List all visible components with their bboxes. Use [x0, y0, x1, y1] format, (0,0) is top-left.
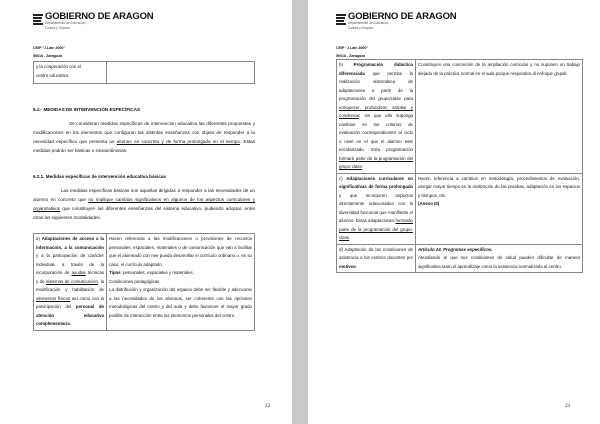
logo-subtitle-2: Cultura y Deporte — [45, 25, 70, 30]
continued-cell: y la cooperación con el centro educativo. — [34, 62, 107, 84]
logo-title: GOBIERNO DE ARAGON — [348, 11, 457, 22]
measure-b-description-cell: Constituyen una concreción de la ampliación curricular y no suponen un trabajo alejado de la práctica normal en el aula porque responden al enfoque grupal. — [416, 60, 583, 174]
subsection-heading: 6.2.1. Medidas específicas de intervención educativa básicas — [33, 174, 167, 179]
school-header-line1: CEIP "J.Lain 2000" — [33, 46, 66, 50]
measure-c-label-cell: c) Adaptaciones curriculares no significativas de forma prolongada y que incorporen aspectos directamente relacionados con la diversidad funcional que manifieste el alumno. Estas adaptaciones formarán parte de la programación del grupo-clase. — [337, 173, 416, 244]
aragon-emblem-icon — [336, 13, 346, 26]
measures-table — [33, 233, 255, 331]
measure-b-label-cell: b) Programación didáctica diferenciada que permita la realización sistemática de adaptaciones a partir de la programación del grupo/clase para enriquecer, profundizar, ampliar y condensar, sin que ello suponga cambios en los criterios de evaluación correspondientes al ciclo o nivel en el que el alumno esté escolarizado. Esta programación formará parte de la programación del grupo-clase. — [337, 60, 416, 174]
school-header-line2: 50018 - Zaragoza — [33, 54, 62, 58]
document-page-left — [0, 0, 292, 424]
continued-table — [33, 61, 255, 84]
aragon-emblem-icon — [33, 13, 43, 26]
logo-title: GOBIERNO DE ARAGON — [45, 11, 154, 22]
measure-description-cell: Hacen referencia a las modificaciones o provisiones de recursos personales, espaciales, materiales o de comunicación que van a facilitar que el alumnado con nee pueda desarrollar el currículo ordinario o, en su caso, el currículo adaptado. Tipos: personales, espaciales y materiales. Condiciones pedagógicas La distribución y organización del espacio debe ser flexible y adecuarse a las necesidades de los alumnos, ser coherente con las opciones metodológicas del centro y del aula y debe favorecer el mayor grado posible de interacción entre los elementos personales del centro. — [107, 234, 255, 331]
school-header-line1: CEIP "J.Lain 2000" — [336, 46, 369, 50]
page-number: 23 — [565, 404, 570, 409]
school-header-line2: 50018 - Zaragoza — [336, 54, 365, 58]
logo-subtitle-1: Departamento de Educación, — [348, 21, 390, 25]
measures-table-continued — [336, 59, 583, 273]
measure-d-label-cell: d) Adaptación de las condiciones de asistencia a los centros docentes por motivos — [337, 244, 416, 273]
logo-subtitle-1: Departamento de Educación, — [45, 21, 87, 25]
subsection-paragraph: Las medidas específicas básicas son aquellas dirigidas a responder a las necesidades de un alumno en concreto que no implique cambios significativos en algunos de los aspectos curriculares y organizativos que constituyen las diferentes enseñanzas del sistema educativo, pudiendo adoptar, entre otras las siguientes modalidades. — [33, 188, 255, 220]
continued-cell-empty — [107, 62, 255, 84]
gobierno-aragon-logo — [33, 13, 153, 30]
logo-subtitle-2: Cultura y Deporte — [348, 25, 373, 30]
page-number: 22 — [265, 404, 270, 409]
section-heading: 6.2.- MEDIDAS DE INTERVENCIÓN ESPECÍFICAS — [33, 107, 141, 112]
measure-label-cell: a) Adaptaciones de acceso a la información, a la comunicación y a la participación de carácter individual, a través de la incorporación de ayudas técnicas y de sistemas de comunicación, la modificación y habilitación de elementos físicos así como con la participación del personal de atención educativa complementaria. — [34, 234, 107, 331]
measure-d-description-cell: Artículo 24. Programas específicos. Atendiendo al que sus condiciones de salud pueden dificultar de manera significativa tanto el aprendizaje como la asistencia normalizada al centro. — [416, 244, 583, 273]
document-page-right — [308, 0, 600, 424]
measure-c-description-cell: Hacen referencia a cambios en metodología, procedimientos de evaluación, otorgar mayor tiempo en la realización de las pruebas, adaptación en los espacios y tiempos, etc. (Anexo III) — [416, 173, 583, 244]
gobierno-aragon-logo — [336, 13, 456, 30]
section-paragraph: Se consideran medidas específicas de intervención educativa las diferentes propuestas y modificaciones en los elementos que configuran las distintas enseñanzas con objeto de responder a la necesidad específica que presenta un alumno en concreto y de forma prolongada en el tiempo. Estas medidas podrán ser básicas o extraordinarias. — [33, 121, 255, 153]
